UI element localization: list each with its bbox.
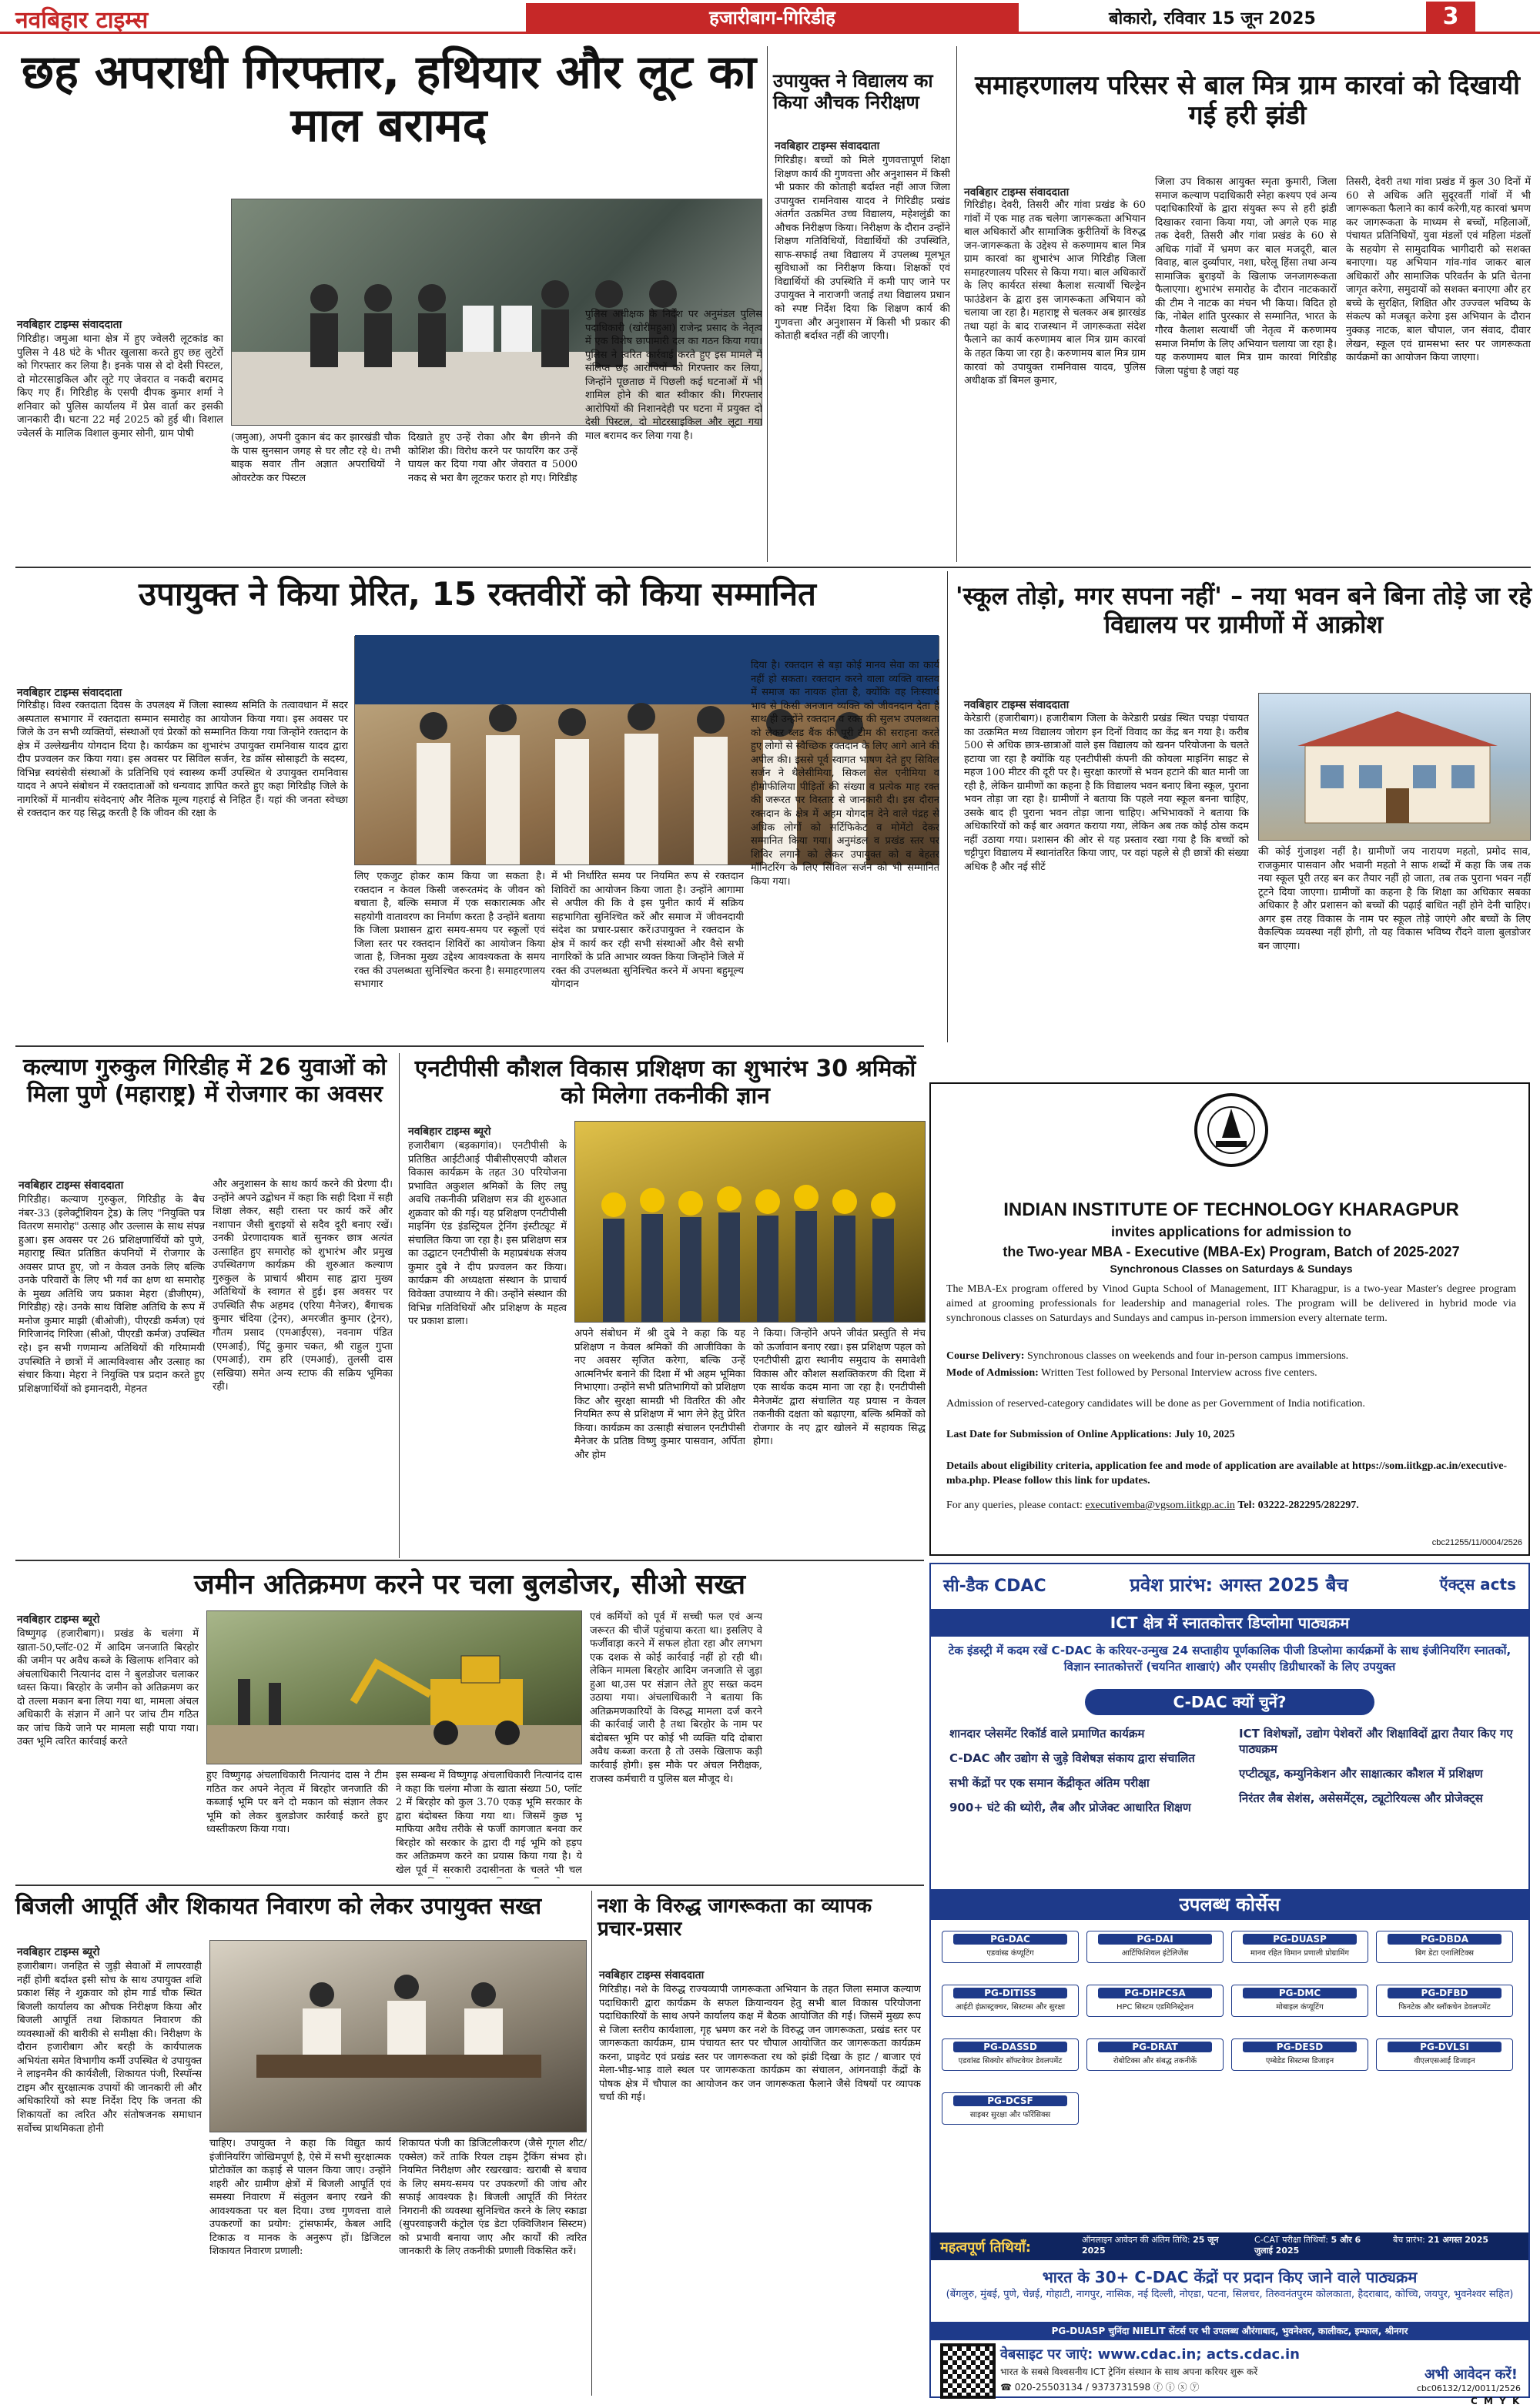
course-tile <box>1086 2038 1224 2071</box>
story1-col2: (जमुआ), अपनी दुकान बंद कर झारखंडी चौक के पास सुनसान जगह से घर लौट रहे थे। तभी बाइक सवार तीन अज्ञात अपराधियों ने ओवरटेक कर पिस्टल <box>231 432 400 484</box>
story10-byline: नवबिहार टाइम्स संवाददाता <box>599 1969 705 1982</box>
story8-photo <box>206 1610 582 1764</box>
cdac-phone: ☎ 020-25503134 / 9373731598 ⓕ ⓘ ⓧ ⓨ <box>1000 2382 1200 2393</box>
story5-col1: केरेडारी (हजारीबाग)। हजारीबाग जिला के केरेडारी प्रखंड स्थित पचड़ा पंचायत का उत्क्रमित मध्य विद्यालय जोराग इन दिनों विवाद का केंद्र बन गया है। करीब 500 से अधिक छात्र-छात्राओं वाले इस विद्यालय को खनन परियोजना के चलते हटाया जा रहा है क्योंकि यह एनटीपीसी कंपनी की कोयला माइनिंग साइट से महज 100 मीटर की दूरी पर है। सुरक्षा कारणों से भवन हटाने की बात मानी जा रही है, लेकिन ग्रामीणों का कहना है कि विद्यालय भवन बनाए बिना स्कूल, पुराना भवन तोड़ा जा रहा है। ग्रामीणों ने बताया कि पहले नया स्कूल बनना चाहिए, उसके बाद ही पुराना भवन तोड़ा जाना चाहिए। अभिभावकों ने बताया कि अधिकारियों को कई बार अवगत कराया गया, लेकिन अब तक कोई ठोस कदम नहीं उठाया गया। प्रशासन की ओर से यह प्रस्ताव रखा गया है कि बच्चों को चट्टीपुरा विद्यालय में स्थानांतरित किया जाए, पर वहां पहले से ही छात्रों की संख्या अधिक है और नई सीटें <box>964 713 1249 874</box>
story3-col3: तिसरी, देवरी तथा गांवा प्रखंड में कुल 30 दिनों में 60 से अधिक अति सुदूरवर्ती गांवों में भी जागरूकता फैलाने का कार्य करेगी,यह कारवां भ्रमण कर जागरूकता के माध्यम से बच्चों, महिलाओं, पंचायत प्रतिनिधियों, युवा मंडलों एवं महिला मंडलों के सहयोग से सामुदायिक भागीदारी को सशक्त बनाएगा। यह अभियान गांव-गांव जाकर बाल अधिकारों और सामाजिक परिवर्तन के प्रति चेतना जागृत करेगा, समुदायों को सशक्त बनाएगा और हर बच्चे के सुरक्षित, शिक्षित और उज्ज्वल भविष्य के संकल्प को मजबूत करेगा इस अभियान के दौरान नुक्कड़ नाटक, बाल चौपाल, जन संवाद, दीवार लेखन, स्कूल एवं ग्रामसभा स्तर पर जागरूकता कार्यक्रमों का आयोजन किया जाएगा। <box>1346 176 1531 364</box>
cdac-tagline: टेक इंडस्ट्री में कदम रखें C-DAC के करियर-उन्मुख 24 सप्ताहीय पूर्णकालिक पीजी डिप्लोमा कार्यक्रमों के साथ इंजीनियरिंग स्नातकों, विज्ञान स्नातकोत्तरों (चयनित शाखाएं) और एमसीए डिग्रीधारकों के लिए उपयुक्त <box>948 1644 1512 1674</box>
course-name: रोबोटिक्स और संबद्ध तकनीकें <box>1113 2057 1197 2065</box>
course-tile <box>942 1985 1079 2017</box>
course-name: HPC सिस्टम एडमिनिस्ट्रेशन <box>1116 2003 1194 2012</box>
cdac-advertisement <box>929 1563 1530 2398</box>
story2-byline: नवबिहार टाइम्स संवाददाता <box>775 140 880 152</box>
iit-para: The MBA-Ex program offered by Vinod Gupta School of Management, IIT Kharagpur, is a two-year Master's degree program aimed at grooming professionals for leadership and managerial roles. The program will be delivered in hybrid mode via synchronous classes on Saturdays and Sundays and campus in-person immersion every alternate term. <box>946 1283 1516 1324</box>
story8-headline: जमीन अतिक्रमण करने पर चला बुलडोजर, सीओ सख्त <box>193 1569 746 1600</box>
course-tile <box>1376 1985 1513 2017</box>
workers-with-helmets-icon <box>575 1120 925 1322</box>
story9-photo <box>209 1940 587 2132</box>
cdac-apply[interactable]: अभी आवेदन करें! <box>1424 2366 1518 2383</box>
page-number: 3 <box>1426 2 1475 32</box>
course-name: बिग डेटा एनालिटिक्स <box>1414 1949 1475 1958</box>
cdac-centres: (बेंगलुरु, मुंबई, पुणे, चेन्नई, गोहाटी, नागपुर, नासिक, नई दिल्ली, नोएडा, पटना, सिलचर, तिरुवनंतपुरम कोलकाता, हैदराबाद, कोच्चि, जयपुर, भुवनेश्वर सहित) <box>946 2289 1514 2300</box>
course-code: PG-DUASP <box>1243 1934 1357 1945</box>
course-name: साइबर सुरक्षा और फॉरेंसिक्स <box>969 2111 1051 2119</box>
iit-details[interactable]: Details about eligibility criteria, application fee and mode of application are available at https://som.iitkgp.ac.in/executive-mba.php. Please follow this link for updates. <box>946 1460 1508 1487</box>
date-ccat: C-CAT परीक्षा तिथियाँ: 5 और 6 जुलाई 2025 <box>1254 2235 1361 2256</box>
dates-title: महत्वपूर्ण तिथियाँ: <box>940 2239 1031 2256</box>
cdac-admission: प्रवेश प्रारंभ: अगस्त 2025 बैच <box>1130 1574 1348 1596</box>
story4-col4: दिया है। रक्तदान से बड़ा कोई मानव सेवा का कार्य नहीं हो सकता। रक्तदान करने वाला व्यक्ति वास्तव में समाज का नायक होता है, क्योंकि वह निःस्वार्थ भाव से किसी अनजान व्यक्ति को जीवनदान देता है साथ ही उन्होंने रक्तदान व रक्त की सुलभ उपलब्धता को लेकर ब्लड बैंक की पूरी टीम की सराहना करते हुए लोगों से स्वैच्छिक रक्तदान के लिए आगे आने की अपील की। इससे पूर्व स्वागत भाषण देते हुए सिविल सर्जन ने थैलेसीमिया, सिकल सेल एनीमिया व हीमोफीलिया पीड़ितों की संख्या व प्रत्येक माह रक्त की जरूरत पर विस्तार से जानकारी दी। इस दौरान रक्तदान के क्षेत्र में अहम योगदान देने वाले पंद्रह से अधिक लोगों को सर्टिफिकेट व मोमेंटो देकर सम्मानित किया गया। अनुमंडल व प्रखंड स्तर पर शिविर लगाने को लेकर उपायुक्त को व बेहतर मॉनिटरिंग के लिए सिविल सर्जन को भी सम्मानित किया गया। <box>751 660 939 888</box>
story4-col1: गिरिडीह। विश्व रक्तदाता दिवस के उपलक्ष्य में जिला स्वास्थ्य समिति के तत्वावधान में सदर अस्पताल सभागार में रक्तदाता सम्मान समारोह का आयोजन किया गया। इस अवसर पर जिले के उन सभी व्यक्तियों, संस्थाओं एवं प्रेरकों को सम्मानित किया गया जिन्होंने रक्तदान के क्षेत्र में उल्लेखनीय योगदान दिया है। कार्यक्रम का शुभारंभ उपायुक्त रामनिवास यादव द्वारा दीप प्रज्वलन कर किया गया। इस अवसर पर सिविल सर्जन, रेड क्रॉस सोसाइटी के सदस्य, विभिन्न स्वयंसेवी संस्थाओं के प्रतिनिधि एवं स्वास्थ्य कर्मी उपस्थित थे उपायुक्त रामनिवास यादव ने अपने संबोधन में रक्तदाताओं को धन्यवाद ज्ञापित करते हुए कहा गिरिडीह जिले के नागरिकों में मानवीय संवेदनाएं और नैतिक मूल्य गहराई से निहित हैं। यहां की जनता स्वेच्छा से रक्तदान कर यह सिद्ध करती है कि जीवन की रक्षा के <box>17 700 348 820</box>
edition-date: बोकारो, रविवार 15 जून 2025 <box>1109 9 1316 28</box>
social-icons[interactable]: ⓕ ⓘ ⓧ ⓨ <box>1153 2382 1200 2393</box>
cdac-web-sub: भारत के सबसे विश्वसनीय ICT ट्रेनिंग संस्थान के साथ अपना करियर शुरू करें <box>1000 2366 1258 2377</box>
institute-emblem-icon <box>1193 1092 1270 1169</box>
cdac-logo: सी-डैक CDAC <box>943 1577 1046 1596</box>
cdac-centres-title: भारत के 30+ C-DAC केंद्रों पर प्रदान किए जाने वाले पाठ्यक्रम <box>1042 2268 1418 2286</box>
course-tile <box>1231 2038 1368 2071</box>
story7-photo <box>574 1121 926 1323</box>
story4-headline: उपायुक्त ने किया प्रेरित, 15 रक्तवीरों को किया सम्मानित <box>138 575 816 613</box>
course-code: PG-DRAT <box>1098 2042 1212 2052</box>
iit-institute: INDIAN INSTITUTE OF TECHNOLOGY KHARAGPUR <box>1003 1199 1459 1220</box>
cmyk-marks: C M Y K <box>1471 2396 1522 2406</box>
cdac-ad-code: cbc06132/12/0011/2526 <box>1416 2383 1521 2393</box>
course-code: PG-DAI <box>1098 1934 1212 1945</box>
course-name: एम्बेडेड सिस्टम्स डिजाइन <box>1265 2057 1334 2065</box>
course-code: PG-DAC <box>953 1934 1067 1945</box>
iit-invites: invites applications for admission to <box>1110 1224 1352 1239</box>
why-item: सभी केंद्रों पर एक समान केंद्रीकृत अंतिम परीक्षा <box>949 1776 1150 1790</box>
column-divider <box>399 1053 400 1558</box>
cdac-website[interactable]: वेबसाइट पर जाएं: www.cdac.in; acts.cdac.in <box>1000 2346 1300 2363</box>
office-inspection-icon <box>210 1939 586 2132</box>
story8-col4: एवं कर्मियों को पूर्व में सच्ची फल एवं अन्य जरूरत की चीजें पहुंचाया करता था। इसलिए वे फर्जीवाड़ा करने में सफल होता रहा और लगभग एक दशक से कोई कार्रवाई नहीं हो रही थी।लेकिन मामला बिरहोर आदिम जनजाति से जुड़ा हुआ था,उस पर संज्ञान लेते हुए सख्त कदम उठाया गया। अंचलाधिकारी ने बताया कि अतिक्रमणकारियों के विरुद्ध मामला दर्ज करने की कार्रवाई जारी है तथा बिरहोर के नाम पर बंदोबस्त भूमि पर कोई भी व्यक्ति यदि दोबारा अवैध कब्जा करता है तो उसके खिलाफ कड़ी कार्रवाई होगी। इस मौके पर अंचल निरीक्षक, राजस्व कर्मचारी व पुलिस बल मौजूद थे। <box>590 1611 762 1785</box>
iit-lastdate: Last Date for Submission of Online Applications: July 10, 2025 <box>946 1429 1235 1440</box>
why-item: निरंतर लैब सेशंस, असेसमेंट्स, ट्यूटोरियल्स और प्रोजेक्ट्स <box>1239 1791 1483 1805</box>
section-rule <box>15 1560 924 1561</box>
course-tile <box>1231 1985 1368 2017</box>
cdac-duasp-note: PG-DUASP चुनिंदा NIELIT सेंटर्स पर भी उपलब्ध औरंगाबाद, भुवनेश्वर, कालीकट, इम्फाल, श्रीनगर <box>931 2322 1528 2340</box>
story1-col1: गिरिडीह। जमुआ थाना क्षेत्र में हुए ज्वेलरी लूटकांड का पुलिस ने 48 घंटे के भीतर खुलासा करते हुए छह लुटेरों को गिरफ्तार कर लिया है। इनके पास से दो देसी पिस्टल, दो मोटरसाइकिल और लूटे गए जेवरात व नकदी बरामद किए गए हैं। गिरिडीह के एसपी दीपक कुमार शर्मा ने शनिवार को पुलिस कार्यालय में प्रेस वार्ता कर इसकी जानकारी दी। घटना 22 मई 2025 को हुई थी। विशाल ज्वेलर्स के मालिक विशाल कुमार सोनी, ग्राम पोषी <box>17 333 223 440</box>
course-tile <box>1231 1931 1368 1963</box>
iit-reserved: Admission of reserved-category candidates will be done as per Government of India notification. <box>946 1398 1365 1410</box>
section-rule <box>15 1045 924 1047</box>
course-code: PG-DBDA <box>1388 1934 1502 1945</box>
course-tile <box>1376 1931 1513 1963</box>
date-batch: बैच प्रारंभ: 21 अगस्त 2025 <box>1393 2235 1489 2245</box>
course-tile <box>942 2092 1079 2125</box>
story3-byline: नवबिहार टाइम्स संवाददाता <box>964 186 1070 199</box>
iit-ad-code: cbc21255/11/0004/2526 <box>1431 1538 1522 1547</box>
story9-byline: नवबिहार टाइम्स ब्यूरो <box>17 1946 100 1958</box>
story8-col2: हुए विष्णुगढ़ अंचलाधिकारी नित्यानंद दास ने टीम गठित कर अपने नेतृत्व में बिरहोर जनजाति की कब्जाई भूमि पर बने दो मकान को संज्ञान लेकर भूमि को लेकर बुलडोजर कार्रवाई करते हुए ध्वस्तीकरण किया गया। <box>206 1770 388 1836</box>
story9-headline: बिजली आपूर्ति और शिकायत निवारण को लेकर उपायुक्त सख्त <box>15 1893 542 1920</box>
story7-headline: एनटीपीसी कौशल विकास प्रशिक्षण का शुभारंभ 30 श्रमिकों को मिलेगा तकनीकी ज्ञान <box>414 1055 916 1109</box>
story9-col3: शिकायत पंजी का डिजिटलीकरण (जैसे गूगल शीट/एक्सेल) करें ताकि रियल टाइम ट्रैकिंग संभव हो। नियमित निरीक्षण और रखरखाव: खराबी से बचाव के लिए समय-समय पर उपकरणों की जांच और सफाई आवश्यक है। बिजली आपूर्ति की निरंतर निगरानी की व्यवस्था सुनिश्चित करने के लिए स्काडा (सुपरवाइजरी कंट्रोल एंड डेटा एक्विजिशन सिस्टम) को प्रभावी बनाया जाए और कार्यों की त्वरित जानकारी के लिए तकनीकी प्रणाली विकसित करें। <box>399 2138 587 2258</box>
story5-col2: की कोई गुंजाइश नहीं है। ग्रामीणों जय नारायण महतो, प्रमोद साव, राजकुमार पासवान और भवानी महतो ने साफ शब्दों में कहा कि जब तक नया स्कूल पूरी तरह बन कर तैयार नहीं हो जाता, तब तक पुराना भवन नहीं टूटने दिया जाएगा। ग्रामीणों का कहना है कि शिक्षा का अधिकार सबका अधिकार है और प्रशासन को बच्चों की पढ़ाई बाधित नहीं होने देनी चाहिए। अगर इस तरह विकास के नाम पर स्कूल तोड़े जाएंगे और बच्चों के लिए वैकल्पिक व्यवस्था नहीं होगी, तो यह विकास भविष्य रौंदने वाला बुलडोजर बन जाएगा। <box>1258 846 1531 952</box>
cdac-courses-title: उपलब्ध कोर्सेस <box>931 1889 1528 1920</box>
story2-headline: उपायुक्त ने विद्यालय का किया औचक निरीक्षण <box>773 70 933 113</box>
cdac-courses-grid <box>942 1931 1527 2223</box>
story7-byline: नवबिहार टाइम्स ब्यूरो <box>408 1125 491 1138</box>
story8-byline: नवबिहार टाइम्स ब्यूरो <box>17 1614 100 1626</box>
course-code: PG-DITISS <box>953 1988 1067 1998</box>
story1-col4: पुलिस अधीक्षक के निर्देश पर अनुमंडल पुलिस पदाधिकारी (खोरीमहुआ) राजेन्द्र प्रसाद के नेतृत्व में एक विशेष छापामारी दल का गठन किया गया। पुलिस ने त्वरित कार्रवाई करते हुए इस मामले में संलिप्त छह आरोपियों को गिरफ्तार कर लिया, जिन्होंने पूछताछ में पिछली कई घटनाओं में भी शामिल होने की बात स्वीकार की। गिरफ्तार आरोपियों की निशानदेही पर घटना में प्रयुक्त दो देसी पिस्टल, दो मोटरसाइकिल और लूटा गया माल बरामद कर लिया गया है। <box>585 309 762 442</box>
course-code: PG-DESD <box>1243 2042 1357 2052</box>
course-code: PG-DMC <box>1243 1988 1357 1998</box>
course-name: आईटी इंफ्रास्ट्रक्चर, सिस्टम्स और सुरक्षा <box>955 2003 1066 2012</box>
story4-byline: नवबिहार टाइम्स संवाददाता <box>17 687 122 699</box>
story6-headline: कल्याण गुरुकुल गिरिडीह में 26 युवाओं को मिला पुणे (महाराष्ट्र) में रोजगार का अवसर <box>23 1054 387 1108</box>
story6-col2: और अनुशासन के साथ कार्य करने की प्रेरणा दी। उन्होंने अपने उद्बोधन में कहा कि सही दिशा में सही शिक्षा लेकर, सही रास्ता पर कार्य करें और नशापान जैसी बुराइयों से सदैव दूरी बनाए रखें। उनकी प्रेरणादायक बातें सुनकर छात्र अत्यंत उत्साहित हुए समारोह को शुभारंभ और प्रमुख उपस्थितगण कार्यक्रम की शुरुआत कल्याण गुरुकुल के प्राचार्य श्रीराम साह द्वारा मुख्य अतिथियों के स्वागत से हुई। इस अवसर पर उपस्थिति सैफ अहमद (एरिया मैनेजर), बैंगाचक कुमार चंदिया (ट्रेनर), अमरजीत कुमार (ट्रेनर), गौतम प्रसाद (एमआईएस), नवनाम पंडित (एमआई), पिंटू कुमार चकत, श्री राहुल गुप्ता (एमआई), राम हरि (एमआई), तुलसी दास (सखिया) समेत अन्य स्टाफ की सक्रिय भूमिका रही। <box>213 1179 393 1393</box>
course-name: फिनटेक और ब्लॉकचेन डेवलपमेंट <box>1398 2003 1491 2012</box>
iit-logo <box>1193 1092 1270 1169</box>
section-rule <box>15 567 1531 568</box>
cdac-dates-bar <box>931 2232 1528 2260</box>
why-item: 900+ घंटे की थ्योरी, लैब और प्रोजेक्ट आधारित शिक्षण <box>949 1801 1191 1814</box>
story9-col1: हजारीबाग। जनहित से जुड़ी सेवाओं में लापरवाही नहीं होगी बर्दाश्त इसी सोच के साथ उपायुक्त शशि प्रकाश सिंह ने शुक्रवार को होम गार्ड चौक स्थित बिजली कार्यालय का औचक निरीक्षण किया और बिजली आपूर्ति तथा शिकायत निवारण की व्यवस्थाओं की बारीकी से समीक्षा की। निरीक्षण के दौरान हजारीबाग और बरही के कार्यपालक अभियंता समेत विभागीय कर्मी उपस्थित थे उपायुक्त ने लाइनमैन की कार्यशैली, शिकायत पंजी, रिस्पॉन्स टाइम और सुरक्षात्मक उपायों की जानकारी ली और अधिकारियों को स्पष्ट निर्देश दिए कि जनता की शिकायतों का त्वरित और संतोषजनक समाधान सर्वोच्च प्राथमिकता होनी <box>17 1961 202 2135</box>
why-item: शानदार प्लेसमेंट रिकॉर्ड वाले प्रमाणित कार्यक्रम <box>949 1727 1145 1741</box>
story3-col2: जिला उप विकास आयुक्त स्मृता कुमारी, जिला समाज कल्याण पदाधिकारी स्नेहा कश्यप एवं अन्य पदाधिकारियों के द्वारा संयुक्त रूप से हरी झंडी दिखाकर रवाना किया गया, जो अगले एक माह तक देवरी, तिसरी और गांवा प्रखंड के 60 से अधिक गांवों में भ्रमण कर बाल मजदूरी, बाल विवाह, बाल दुर्व्यापार, नशा, घरेलू हिंसा तथा अन्य सामाजिक बुराइयों के खिलाफ जनजागरूकता फैलाएगा। शुभारंभ समारोह के दौरान नाटककारों की टीम ने नाटक का मंचन भी किया। विदित हो कि, नोबेल शांति पुरस्कार से सम्मानित, भारत के गौरव कैलाश सत्यार्थी जी नेतृत्व में करुणामय समाज निर्माण के लिए अभियान चलाया जा रहा है। यह करुणामय बाल मित्र ग्राम कारवां गिरिडीह जिला पहुंचा है जहां यह <box>1155 176 1337 377</box>
story3-col1: गिरिडीह। देवरी, तिसरी और गांवा प्रखंड के 60 गांवों में एक माह तक चलेगा जागरूकता अभियान बाल अधिकारों और सामाजिक कुरीतियों के विरुद्ध जन-जागरूकता के उद्देश्य से करुणामय बाल मित्र ग्राम कारवां का शुभारंभ आज गिरिडीह जिला समाहरणालय परिसर से किया गया। बाल अधिकारों के लिए कार्यरत संस्था कैलाश सत्यार्थी चिल्ड्रेन फाउंडेशन के द्वारा इस जागरूकता अभियान को चलाया जा रहा है। महाराष्ट्र से चलकर अब झारखंड तथा यहां के बाद राजस्थान में जागरूकता संदेश फैलाने का कार्य करुणामय बाल मित्र ग्राम कारवां के तहत किया जा रहा है। करुणामय बाल मित्र ग्राम कारवां को उपायुक्त रामनिवास यादव, पुलिस अधीक्षक डॉ बिमल कुमार, <box>964 199 1146 387</box>
course-code: PG-DCSF <box>953 2095 1067 2106</box>
cdac-why: C-DAC क्यों चुनें? <box>1085 1689 1374 1715</box>
iit-admission: Mode of Admission: Written Test followed by Personal Interview across five centers. <box>946 1367 1317 1379</box>
course-code: PG-DASSD <box>953 2042 1067 2052</box>
story5-photo <box>1258 693 1531 841</box>
phone-icon: ☎ <box>1000 2382 1015 2393</box>
story2-body: गिरिडीह। बच्चों को मिले गुणवत्तापूर्ण शिक्षा शिक्षण कार्य की गुणवत्ता और अनुशासन में किसी भी प्रकार की कोताही बर्दाश्त नहीं आज जिला उपायुक्त रामनिवास यादव ने गिरिडीह प्रखंड अंतर्गत उत्क्रमित उच्च विद्यालय, महेशलुंडी का औचक निरीक्षण किया। निरीक्षण के दौरान उन्होंने शिक्षण गतिविधियों, विद्यार्थियों की उपस्थिति, साफ-सफाई तथा विद्यालय में उपलब्ध मूलभूत सुविधाओं का निरीक्षण किया। शिक्षकों एवं विद्यार्थियों की उपस्थिति में कमी पाए जाने पर उपायुक्त ने नाराजगी जताई तथा विद्यालय प्रधान को स्पष्ट निर्देश दिया कि शिक्षण कार्य की गुणवत्ता और अनुशासन में किसी भी प्रकार की कोताही बर्दाश्त नहीं की जाएगी। <box>775 155 950 343</box>
course-code: PG-DFBD <box>1388 1988 1502 1998</box>
course-tile <box>1086 1985 1224 2017</box>
cdac-why-left <box>949 1726 1227 1824</box>
story10-headline: नशा के विरुद्ध जागरूकता का व्यापक प्रचार-प्रसार <box>598 1895 872 1941</box>
cdac-why-right <box>1239 1726 1516 1815</box>
course-name: वीएलएसआई डिजाइन <box>1414 2057 1475 2065</box>
why-item: एप्टीट्यूड, कम्युनिकेशन और साक्षात्कार कौशल में प्रशिक्षण <box>1239 1767 1483 1781</box>
story1-col3: दिखाते हुए उन्हें रोका और बैग छीनने की कोशिश की। विरोध करने पर फायरिंग कर उन्हें घायल कर दिया गया और जेवरात व 5000 नकद से भरा बैग लूटकर फरार हो गए। गिरिडीह <box>408 432 578 484</box>
iit-sub: Synchronous Classes on Saturdays & Sundays <box>1110 1263 1353 1275</box>
course-name: एडवांस्ड कंप्यूटिंग <box>986 1949 1034 1958</box>
iit-queries: For any queries, please contact: executivemba@vgsom.iitkgp.ac.in Tel: 03222-282295/282297. <box>946 1500 1359 1511</box>
iit-delivery: Course Delivery: Synchronous classes on weekends and four in-person campus immersions. <box>946 1350 1349 1362</box>
school-building-icon <box>1259 692 1530 840</box>
cdac-pg-diploma: ICT क्षेत्र में स्नातकोत्तर डिप्लोमा पाठ्यक्रम <box>931 1609 1528 1637</box>
story1-byline: नवबिहार टाइम्स संवाददाता <box>17 319 122 331</box>
story1-headline: छह अपराधी गिरफ्तार, हथियार और लूट का माल बरामद <box>21 45 757 152</box>
why-item: ICT विशेषज्ञों, उद्योग पेशेवरों और शिक्षाविदों द्वारा तैयार किए गए पाठ्यक्रम <box>1239 1727 1513 1756</box>
acts-logo: ऍक्ट्स acts <box>1439 1575 1516 1594</box>
course-name: एडवांस्ड सिक्योर सॉफ्टवेयर डेवलपमेंट <box>958 2057 1063 2065</box>
story5-byline: नवबिहार टाइम्स संवाददाता <box>964 699 1070 711</box>
iit-kharagpur-advertisement <box>929 1082 1530 1556</box>
newspaper-brand: नवबिहार टाइम्स <box>15 7 149 34</box>
story4-col3: में भी निर्धारित समय पर नियमित रूप से रक्तदान शिविरों का आयोजन किया जाता है। उन्होंने आगामा से अपील की कि वे इस पुनीत कार्य में सक्रिय सहभागिता सुनिश्चित करें और समाज में जीवनदायी संदेश का प्रचार-प्रसार करें।उपायुक्त ने रक्तदान के क्षेत्र में कार्य कर रही सभी संस्थाओं और वैसे सभी नागरिकों के प्रति आभार व्यक्त किया जिन्होंने जिले में रक्त की उपलब्धता सुनिश्चित करने में अपना बहुमूल्य योगदान <box>551 871 744 991</box>
column-divider <box>767 46 768 562</box>
story10-body: गिरिडीह। नशे के विरुद्ध राज्यव्यापी जागरूकता अभियान के तहत जिला समाज कल्याण पदाधिकारी द्वारा कार्यक्रम के सफल क्रियान्वयन हेतु सभी बाल विकास परियोजना पदाधिकारियों के साथ अपने कार्यालय कक्ष में बैठक आयोजित की गई। जिसमें मुख्य रूप से जिला स्तरीय कार्यशाला, गृह भ्रमण कर नशे के विरुद्ध जन जागरूकता, प्रखंड स्तर पर जागरूकता कार्यक्रम, ग्राम पंचायत स्तर पर चौपाल आयोजित कर जागरूकता कार्यक्रम करना, प्राइवेट एवं प्रखंड स्तर पर जागरूकता रथ को झंडी दिखा के हाट / बाजार एवं मेला-भीड़-भाड़ वाले स्थल पर जागरूकता कार्यक्रम का संचालन, आंगनवाड़ी केंद्रों के पोषक क्षेत्र में चौपाल का आयोजन कर जन जागरूकता फैलाने जैसे विषयों पर व्यापक चर्चा की गई। <box>599 1984 921 2104</box>
course-code: PG-DVLSI <box>1388 2042 1502 2052</box>
iit-email-link[interactable]: executivemba@vgsom.iitkgp.ac.in <box>1085 1500 1235 1511</box>
story7-col1: हजारीबाग (बड़कागांव)। एनटीपीसी के प्रतिष्ठित आईटीआई पीबीसीएसएपी कौशल विकास कार्यक्रम के तहत 30 परियोजना प्रभावित अकुशल श्रमिकों के लिए लघु अवधि तकनीकी प्रशिक्षण सत्र की शुरुआत शुक्रवार को की गई। यह प्रशिक्षण एनटीपीसी माइनिंग एंड इंडस्ट्रियल ट्रेनिंग इंस्टीट्यूट में संचालित किया जा रहा है। इस प्रशिक्षण सत्र का उद्घाटन एनटीपीसी के महाप्रबंधक संजय कुमार दुबे ने दीप प्रज्वलन कर किया। कार्यक्रम की अध्यक्षता संस्थान के प्राचार्य विवेक्ता उपाध्याय ने की। उन्होंने संस्थान की विभिन्न गतिविधियों और प्रशिक्षण के महत्व पर प्रकाश डाला। <box>408 1140 567 1328</box>
column-divider <box>956 46 957 562</box>
course-tile <box>942 1931 1079 1963</box>
course-tile <box>1376 2038 1513 2071</box>
column-divider <box>591 1891 592 2396</box>
story6-byline: नवबिहार टाइम्स संवाददाता <box>18 1179 124 1192</box>
course-tile <box>942 2038 1079 2071</box>
qr-code-icon[interactable] <box>940 2343 996 2399</box>
iit-program: the Two-year MBA - Executive (MBA-Ex) Program, Batch of 2025-2027 <box>1003 1244 1460 1259</box>
story5-headline: 'स्कूल तोड़ो, मगर सपना नहीं' – नया भवन बने बिना तोड़े जा रहे विद्यालय पर ग्रामीणों में आक्रोश <box>955 581 1532 639</box>
course-code: PG-DHPCSA <box>1098 1988 1212 1998</box>
story6-col1: गिरिडीह। कल्याण गुरुकुल, गिरिडीह के बैच नंबर-33 (इलेक्ट्रीशियन ट्रेड) के लिए "नियुक्ति पत्र वितरण समारोह" उत्साह और उल्लास के साथ संपन्न हुआ। इस अवसर पर 26 प्रशिक्षणार्थियों को पुणे, महाराष्ट्र स्थित प्रतिष्ठित कंपनियों में रोजगार के अवसर प्राप्त हुए, जो न केवल उनके लिए बल्कि उनके परिवारों के लिए भी गर्व का क्षण था समारोह के मुख्य अतिथि जय प्रकाश मेहरा (डीजीएम), गिरिडीह) रहे। उनके साथ विशिष्ट अतिथि के रूप में मनोज कुमार माझी (बीओजी), पीएरडी कर्मज) एवं गिरिजानंद गिरिजा (सीओ, पीएरडी कर्मज) उपस्थित रहे। इन सभी गणमान्य अतिथियों की गरिमामयी उपस्थिति ने छात्रों में आत्मविश्वास और उत्साह का संचार किया। मेहरा ने नियुक्ति पत्र प्रदान करते हुए प्रशिक्षणार्थियों को इमानदारी, मेहनत <box>18 1194 205 1395</box>
story8-col1: विष्णुगढ़ (हजारीबाग)। प्रखंड के चलंगा में खाता-50,प्लॉट-02 में आदिम जनजाति बिरहोर की जमीन पर अवैध कब्जे के खिलाफ शनिवार को अंचलाधिकारी नित्यानंद दास ने बुलडोजर चलाकर ध्वस्त किया। बिरहोर के जमीन को अतिक्रमण कर दो तल्ला मकान बना लिया गया था, मामला अंचल अधिकारी के संज्ञान में आने पर जांच टीम गठित कर जांच किये जाने पर मामला सही पाया गया। उक्त भूमि त्वरित कार्रवाई करते <box>17 1628 199 1748</box>
why-item: C-DAC और उद्योग से जुड़े विशेषज्ञ संकाय द्वारा संचालित <box>949 1751 1195 1765</box>
story7-col3: ने किया। जिन्होंने अपने जीवंत प्रस्तुति से मंच को ऊर्जावान बनाए रखा। इस प्रशिक्षण पहल को एनटीपीसी द्वारा स्थानीय समुदाय के समावेशी विकास और कौशल सशक्तिकरण की दिशा में एक सार्थक कदम माना जा रहा है। एनटीपीसी मैनेजमेंट द्वारा संचालित यह प्रयास न केवल तकनीकी दक्षता को बढ़ाएगा, बल्कि श्रमिकों को रोजगार के नए द्वार खोलने में सहायक सिद्ध होगा। <box>753 1328 926 1448</box>
course-tile <box>1086 1931 1224 1963</box>
story7-col2: अपने संबोधन में श्री दुबे ने कहा कि यह प्रशिक्षण न केवल श्रमिकों की आजीविका के नए अवसर सृजित करेगा, बल्कि उन्हें आत्मनिर्भर बनाने की दिशा में भी अहम भूमिका निभाएगा। उन्होंने सभी प्रतिभागियों को प्रशिक्षण किट और सुरक्षा सामग्री भी वितरित की और नियमित रूप से प्रशिक्षण में भाग लेने हेतु प्रेरित किया। कार्यक्रम का उत्साही संचालन एनटीपीसी मैनेजर के प्रतिष्ठ विष्णु कुमार पासवान, अर्पिता और होम <box>574 1328 745 1461</box>
course-name: आर्टिफिशियल इंटेलिजेंस <box>1121 1949 1189 1958</box>
bulldozer-icon <box>207 1610 581 1764</box>
story4-col2: लिए एकजुट होकर काम किया जा सकता है। रक्तदान न केवल किसी जरूरतमंद के जीवन को बचाता है, बल्कि समाज में एक सकारात्मक और सहयोगी वातावरण का निर्माण करता है उन्होंने बताया कि जिला प्रशासन द्वारा समय-समय पर स्कूलों एवं जिला स्तर पर रक्तदान शिविरों का आयोजन किया जाता है, जिनका मुख्य उद्देश्य आवश्यकता के समय रक्त की उपलब्धता सुनिश्चित करना है। समाहरणालय सभागार <box>354 871 545 991</box>
story3-headline: समाहरणालय परिसर से बाल मित्र ग्राम कारवां को दिखायी गई हरी झंडी <box>975 70 1520 132</box>
column-divider <box>947 571 948 1042</box>
course-name: मानव रहित विमान प्रणाली प्रोग्रामिंग <box>1250 1949 1349 1958</box>
course-name: मोबाइल कंप्यूटिंग <box>1276 2003 1324 2012</box>
section-title: हजारीबाग-गिरिडीह <box>526 3 1019 32</box>
section-rule <box>15 1885 924 1886</box>
story8-col3: इस सम्बन्ध में विष्णुगढ़ अंचलाधिकारी नित्यानंद दास ने कहा कि चलंगा मौजा के खाता संख्या 50, प्लॉट 2 में बिरहोर को कुल 3.70 एकड़ भूमि सरकार के द्वारा बंदोबस्त किया गया था। जिसमें कुछ भू माफिया अवैध तरीके से फर्जी कागजात बनवा कर बिरहोर को सरकार के द्वारा दी गई भूमि को हड़प कर अतिक्रमण करने का प्रयास किया गया है। ये खेल पूर्व में सरकारी उदासीनता के चलते भी चल <box>396 1770 582 1876</box>
story9-col2: चाहिए। उपायुक्त ने कहा कि विद्युत कार्य इंजीनियरिंग जोखिमपूर्ण है, ऐसे में सभी सुरक्षात्मक प्रोटोकॉल का कड़ाई से पालन किया जाए। उन्होंने शहरी और ग्रामीण क्षेत्रों में बिजली आपूर्ति एवं समस्या निवारण में संतुलन बनाए रखने की आवश्यकता पर बल दिया। उच्च गुणवत्ता वाले उपकरणों का प्रयोग: ट्रांसफार्मर, केबल आदि टिकाऊ व मानक के अनुरूप हों। डिजिटल शिकायत निवारण प्रणाली: <box>209 2138 391 2258</box>
date-apply: ऑनलाइन आवेदन की अंतिम तिथि: 25 जून 2025 <box>1082 2235 1219 2256</box>
